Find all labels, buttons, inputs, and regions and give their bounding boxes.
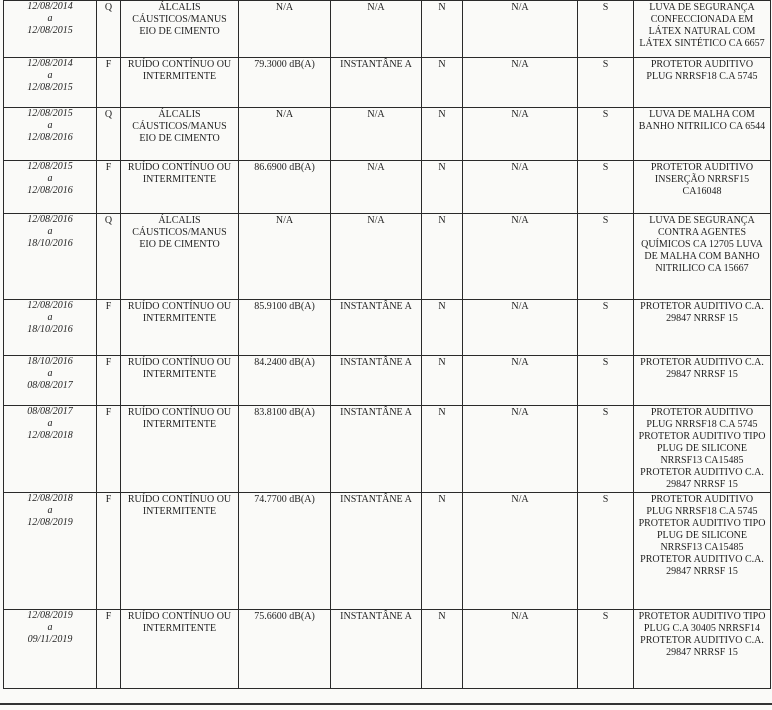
intensity-cell: N/A [239,214,331,300]
epi-cell: N/A [463,300,578,356]
ca-cell: PROTETOR AUDITIVO PLUG NRRSF18 C.A 5745 PROTETOR AUDITIVO TIPO PLUG DE SILICONE NRRSF13 CA15485 PROTETOR AUDITIVO C.A. 29847 NRRSF 15 [634,493,771,610]
table-row [4,1,771,58]
period-end: 12/08/2018 [27,430,73,441]
epc-cell: N [422,356,463,406]
epc-cell: N [422,493,463,610]
type-cell: Q [97,1,121,58]
technique-cell: INSTANTÂNE A [331,356,422,406]
table-row [4,161,771,214]
period-cell [4,1,97,58]
intensity-cell: 83.8100 dB(A) [239,406,331,493]
period-separator: a [47,418,53,429]
table-row [4,356,771,406]
technique-cell: INSTANTÂNE A [331,300,422,356]
ca-cell: PROTETOR AUDITIVO PLUG NRRSF18 C.A 5745 [634,58,771,108]
period-start: 12/08/2019 [27,610,73,621]
technique-cell: INSTANTÂNE A [331,610,422,689]
agent-cell: RUÍDO CONTÍNUO OU INTERMITENTE [121,300,239,356]
period-start: 18/10/2016 [27,356,73,367]
epc-cell: N [422,406,463,493]
epc-cell: N [422,58,463,108]
period-end: 12/08/2016 [27,132,73,143]
period-start: 08/08/2017 [27,406,73,417]
table-row [4,214,771,300]
intensity-cell: 74.7700 dB(A) [239,493,331,610]
type-cell: Q [97,214,121,300]
epc-cell: N [422,161,463,214]
agent-cell: RUÍDO CONTÍNUO OU INTERMITENTE [121,58,239,108]
agent-cell: RUÍDO CONTÍNUO OU INTERMITENTE [121,610,239,689]
agent-cell: ÁLCALIS CÁUSTICOS/MANUS EIO DE CIMENTO [121,1,239,58]
effective-cell: S [578,493,634,610]
period-separator: a [47,70,53,81]
agent-cell: RUÍDO CONTÍNUO OU INTERMITENTE [121,406,239,493]
intensity-cell: 75.6600 dB(A) [239,610,331,689]
period-end: 09/11/2019 [27,634,73,645]
period-cell [4,300,97,356]
epi-cell: N/A [463,58,578,108]
table-row [4,493,771,610]
type-cell: F [97,610,121,689]
period-cell [4,214,97,300]
effective-cell: S [578,58,634,108]
effective-cell: S [578,214,634,300]
epi-cell: N/A [463,493,578,610]
period-separator: a [47,173,53,184]
effective-cell: S [578,161,634,214]
ca-cell: LUVA DE MALHA COM BANHO NITRILICO CA 6544 [634,108,771,161]
ca-cell: PROTETOR AUDITIVO C.A. 29847 NRRSF 15 [634,300,771,356]
epi-cell: N/A [463,108,578,161]
ca-cell: LUVA DE SEGURANÇA CONFECCIONADA EM LÁTEX NATURAL COM LÁTEX SINTÉTICO CA 6657 [634,1,771,58]
technique-cell: INSTANTÂNE A [331,493,422,610]
exposure-table-body [4,1,771,689]
technique-cell: INSTANTÂNE A [331,58,422,108]
epi-cell: N/A [463,610,578,689]
period-cell [4,356,97,406]
period-separator: a [47,226,53,237]
period-end: 12/08/2016 [27,185,73,196]
period-end: 18/10/2016 [27,238,73,249]
period-start: 12/08/2015 [27,161,73,172]
period-cell [4,161,97,214]
period-cell [4,610,97,689]
intensity-cell: 85.9100 dB(A) [239,300,331,356]
agent-cell: RUÍDO CONTÍNUO OU INTERMITENTE [121,356,239,406]
intensity-cell: 84.2400 dB(A) [239,356,331,406]
technique-cell: N/A [331,1,422,58]
period-cell [4,406,97,493]
period-end: 18/10/2016 [27,324,73,335]
period-separator: a [47,312,53,323]
table-row [4,610,771,689]
period-separator: a [47,368,53,379]
agent-cell: RUÍDO CONTÍNUO OU INTERMITENTE [121,161,239,214]
epi-cell: N/A [463,406,578,493]
effective-cell: S [578,108,634,161]
period-cell [4,108,97,161]
period-start: 12/08/2016 [27,214,73,225]
agent-cell: ÁLCALIS CÁUSTICOS/MANUS EIO DE CIMENTO [121,214,239,300]
ca-cell: PROTETOR AUDITIVO TIPO PLUG C.A 30405 NRRSF14 PROTETOR AUDITIVO C.A. 29847 NRRSF 15 [634,610,771,689]
epi-cell: N/A [463,161,578,214]
period-start: 12/08/2014 [27,58,73,69]
agent-cell: ÁLCALIS CÁUSTICOS/MANUS EIO DE CIMENTO [121,108,239,161]
exposure-table [3,0,771,689]
intensity-cell: N/A [239,108,331,161]
type-cell: F [97,493,121,610]
effective-cell: S [578,356,634,406]
effective-cell: S [578,406,634,493]
epc-cell: N [422,214,463,300]
intensity-cell: N/A [239,1,331,58]
period-separator: a [47,505,53,516]
technique-cell: N/A [331,214,422,300]
epc-cell: N [422,108,463,161]
technique-cell: N/A [331,161,422,214]
ca-cell: PROTETOR AUDITIVO C.A. 29847 NRRSF 15 [634,356,771,406]
ca-cell: LUVA DE SEGURANÇA CONTRA AGENTES QUÍMICOS CA 12705 LUVA DE MALHA COM BANHO NITRILICO CA 15667 [634,214,771,300]
type-cell: Q [97,108,121,161]
period-separator: a [47,622,53,633]
period-start: 12/08/2018 [27,493,73,504]
period-start: 12/08/2014 [27,1,73,12]
epc-cell: N [422,610,463,689]
period-separator: a [47,120,53,131]
epi-cell: N/A [463,214,578,300]
period-end: 08/08/2017 [27,380,73,391]
table-row [4,58,771,108]
type-cell: F [97,58,121,108]
epc-cell: N [422,1,463,58]
period-separator: a [47,13,53,24]
ca-cell: PROTETOR AUDITIVO INSERÇÃO NRRSF15 CA16048 [634,161,771,214]
epc-cell: N [422,300,463,356]
type-cell: F [97,406,121,493]
table-row [4,108,771,161]
period-end: 12/08/2019 [27,517,73,528]
type-cell: F [97,300,121,356]
effective-cell: S [578,1,634,58]
period-end: 12/08/2015 [27,25,73,36]
ca-cell: PROTETOR AUDITIVO PLUG NRRSF18 C.A 5745 PROTETOR AUDITIVO TIPO PLUG DE SILICONE NRRSF13 CA15485 PROTETOR AUDITIVO C.A. 29847 NRRSF 15 [634,406,771,493]
period-start: 12/08/2016 [27,300,73,311]
epi-cell: N/A [463,1,578,58]
period-end: 12/08/2015 [27,82,73,93]
intensity-cell: 86.6900 dB(A) [239,161,331,214]
table-row [4,406,771,493]
period-cell [4,493,97,610]
agent-cell: RUÍDO CONTÍNUO OU INTERMITENTE [121,493,239,610]
type-cell: F [97,161,121,214]
technique-cell: N/A [331,108,422,161]
table-row [4,300,771,356]
period-cell [4,58,97,108]
type-cell: F [97,356,121,406]
intensity-cell: 79.3000 dB(A) [239,58,331,108]
effective-cell: S [578,610,634,689]
effective-cell: S [578,300,634,356]
technique-cell: INSTANTÂNE A [331,406,422,493]
epi-cell: N/A [463,356,578,406]
bottom-rule [0,703,772,705]
period-start: 12/08/2015 [27,108,73,119]
